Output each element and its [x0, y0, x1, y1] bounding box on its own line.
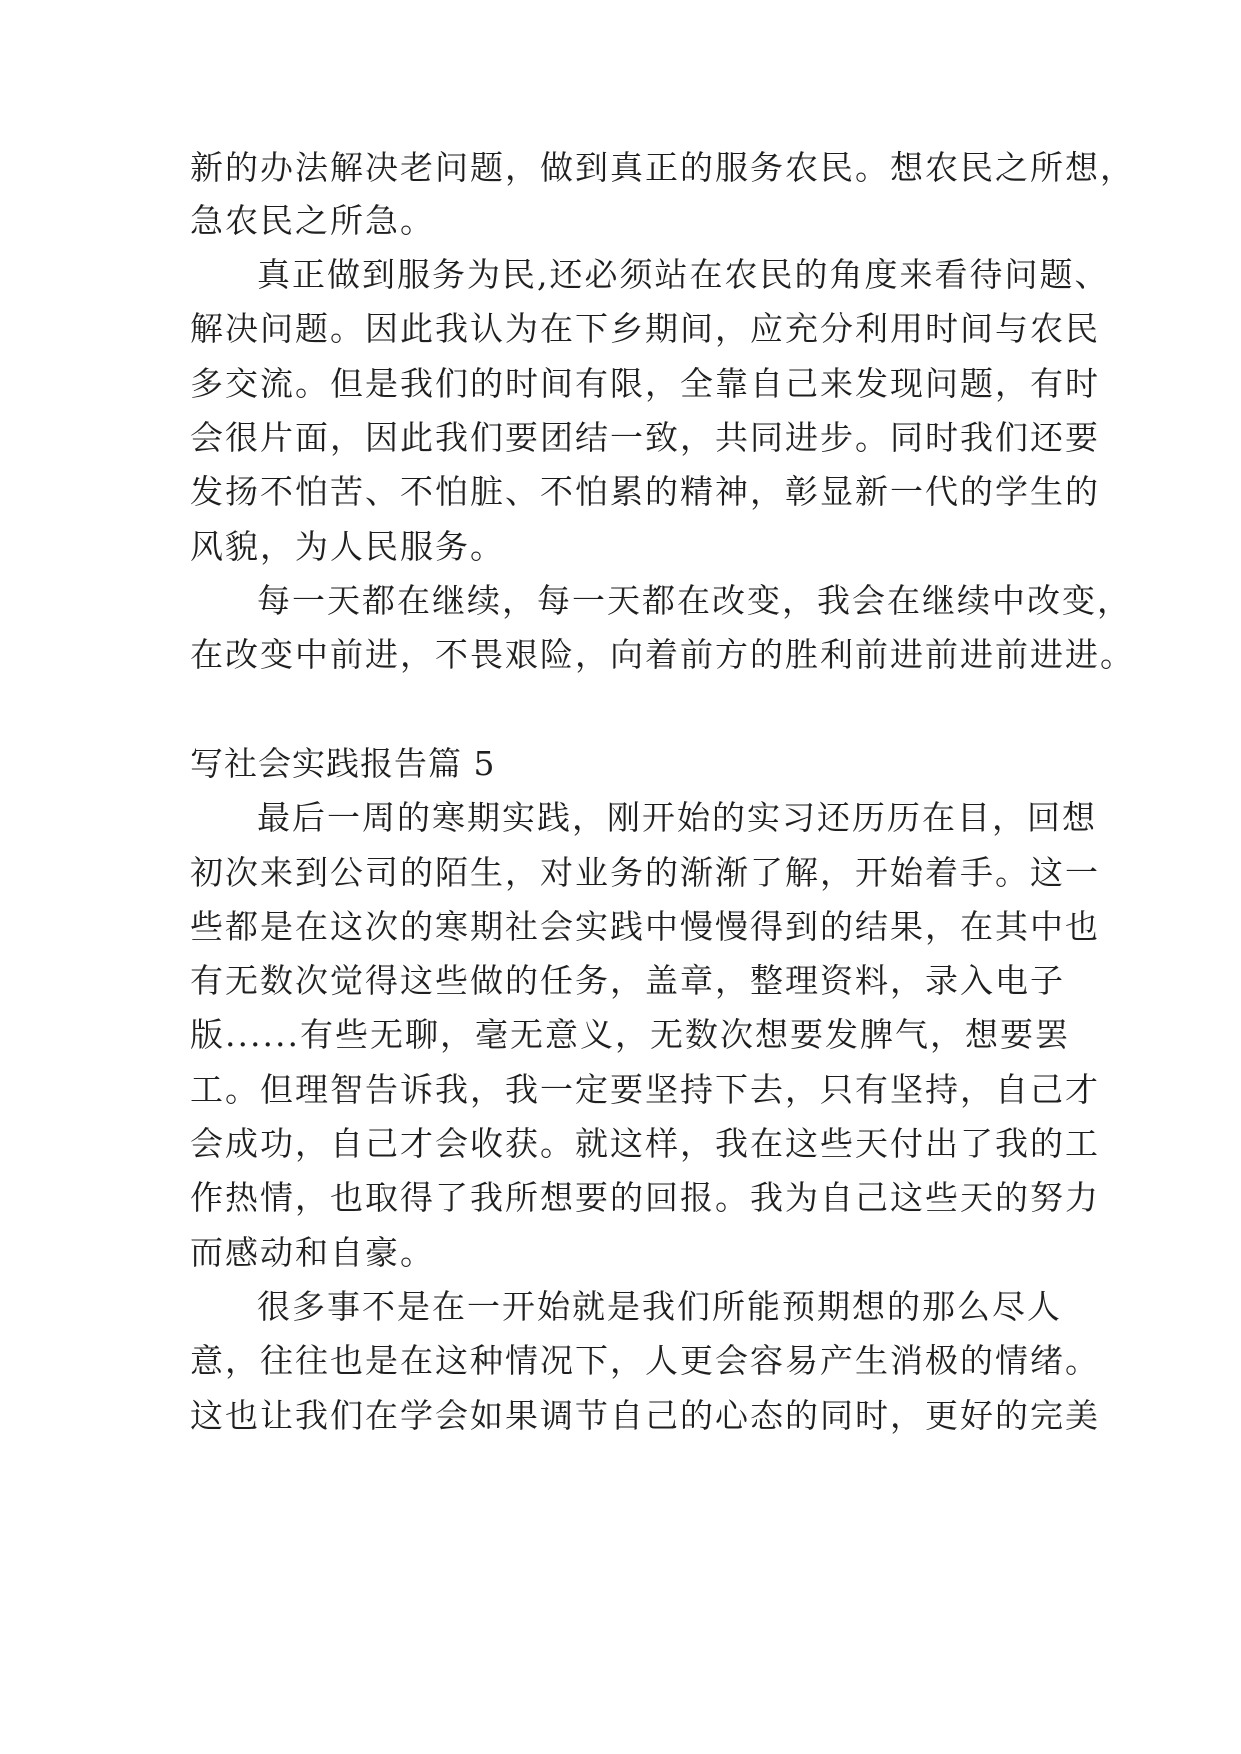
paragraph-first-line: 很多事不是在一开始就是我们所能预期想的那么尽人 — [257, 1287, 1062, 1326]
text-line: 解决问题。因此我认为在下乡期间，应充分利用时间与农民 — [190, 309, 1100, 348]
text-line: 而感动和自豪。 — [190, 1233, 435, 1272]
text-line: 多交流。但是我们的时间有限，全靠自己来发现问题，有时 — [190, 364, 1100, 403]
text-line: 发扬不怕苦、不怕脏、不怕累的精神，彰显新一代的学生的 — [190, 472, 1100, 511]
text-line: 急农民之所急。 — [190, 201, 435, 240]
text-line: 在改变中前进，不畏艰险，向着前方的胜利前进前进前进进。 — [190, 635, 1135, 674]
paragraph-first-line: 最后一周的寒期实践，刚开始的实习还历历在目，回想 — [257, 798, 1097, 837]
text-line: 有无数次觉得这些做的任务，盖章，整理资料，录入电子 — [190, 961, 1065, 1000]
text-line: 工。但理智告诉我，我一定要坚持下去，只有坚持，自己才 — [190, 1070, 1100, 1109]
text-line: 会成功，自己才会收获。就这样，我在这些天付出了我的工 — [190, 1124, 1100, 1163]
text-line: 版......有些无聊，毫无意义，无数次想要发脾气，想要罢 — [190, 1015, 1070, 1054]
text-line: 作热情，也取得了我所想要的回报。我为自己这些天的努力 — [190, 1178, 1100, 1217]
text-line: 些都是在这次的寒期社会实践中慢慢得到的结果，在其中也 — [190, 907, 1100, 946]
section-heading: 写社会实践报告篇 5 — [190, 744, 496, 783]
paragraph-first-line: 真正做到服务为民,还必须站在农民的角度来看待问题、 — [257, 255, 1110, 294]
paragraph-first-line: 每一天都在继续，每一天都在改变，我会在继续中改变， — [257, 581, 1132, 620]
text-line: 初次来到公司的陌生，对业务的渐渐了解，开始着手。这一 — [190, 853, 1100, 892]
text-line: 这也让我们在学会如果调节自己的心态的同时，更好的完美 — [190, 1396, 1100, 1435]
text-line: 新的办法解决老问题，做到真正的服务农民。想农民之所想， — [190, 148, 1135, 187]
text-line: 风貌，为人民服务。 — [190, 527, 505, 566]
text-line: 会很片面，因此我们要团结一致，共同进步。同时我们还要 — [190, 418, 1100, 457]
text-line: 意，往往也是在这种情况下，人更会容易产生消极的情绪。 — [190, 1341, 1100, 1380]
